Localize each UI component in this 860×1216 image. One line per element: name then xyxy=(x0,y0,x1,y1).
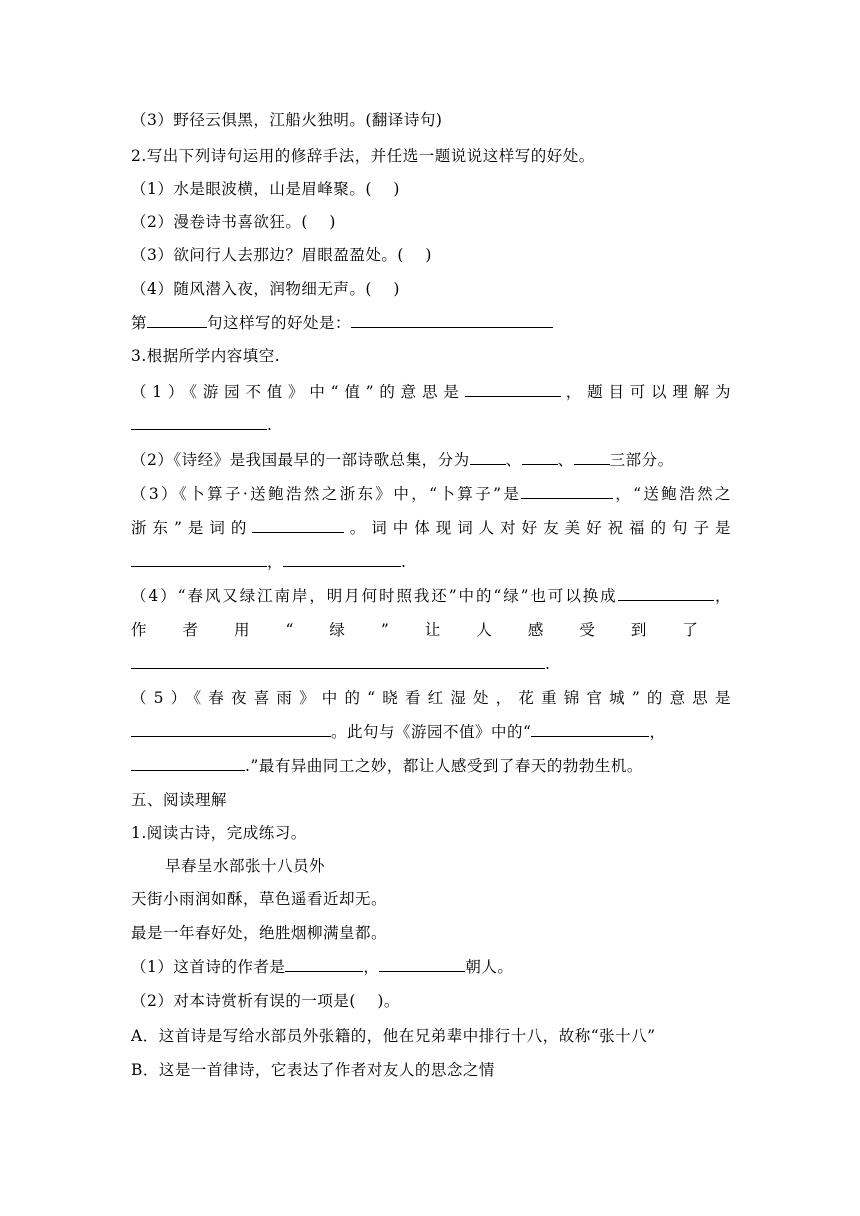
q2-item-3: （3）欲问行人去那边？眉眼盈盈处。( ) xyxy=(131,246,432,264)
blank-lv-replace[interactable] xyxy=(618,585,714,601)
poem-line-2: 最是一年春好处，绝胜烟柳满皇都。 xyxy=(131,924,388,942)
blank-shijing-part-2[interactable] xyxy=(522,449,558,465)
section5-title: 五、阅读理解 xyxy=(131,791,228,809)
q3-s5-line1 xyxy=(131,687,731,709)
blank-blessing-1[interactable] xyxy=(131,551,267,567)
blank-youyuan-line-2[interactable] xyxy=(131,755,245,771)
poem-title: 早春呈水部张十八员外 xyxy=(165,857,326,875)
q3-s3-line1 xyxy=(131,483,731,505)
section5-sub2: （2）对本诗赏析有误的一项是( )。 xyxy=(131,992,400,1010)
q3-s4-text-a: （4）“春风又绿江南岸，明月何时照我还”中的“绿”也可以换成 xyxy=(131,587,618,605)
blank-ci-part[interactable] xyxy=(252,517,344,533)
q3-s1-line1 xyxy=(131,381,731,403)
q3-title: 3.根据所学内容填空. xyxy=(131,347,281,365)
blank-zhi-meaning[interactable] xyxy=(465,381,561,397)
q3-s3-end: . xyxy=(401,553,407,571)
q3-s5-text-b: 。此句与《游园不值》中的“ xyxy=(331,723,532,741)
blank-busuanzi[interactable] xyxy=(521,483,613,499)
q2-item-1: （1）水是眼波横，山是眉峰聚。( ) xyxy=(131,180,400,198)
q2-title: 2.写出下列诗句运用的修辞手法，并任选一题说说这样写的好处。 xyxy=(131,147,595,165)
q3-s4-text-b: ， xyxy=(713,587,731,605)
sub1-text-a: （1）这首诗的作者是 xyxy=(131,958,286,976)
q3-s1-line2 xyxy=(131,414,731,436)
q3-s4-end: . xyxy=(545,655,551,673)
q3-s5-text-d: .”最有异曲同工之妙，都让人感受到了春天的勃勃生机。 xyxy=(245,757,643,775)
q-item-3-translate: （3）野径云俱黑，江船火独明。(翻译诗句) xyxy=(131,111,443,129)
blank-shijing-part-1[interactable] xyxy=(470,449,506,465)
blank-author[interactable] xyxy=(285,956,363,972)
option-a: A．这首诗是写给水部员外张籍的，他在兄弟辈中排行十八，故称“张十八” xyxy=(131,1027,656,1045)
q3-s5-text-c: ， xyxy=(649,723,666,741)
q3-s5-line2 xyxy=(131,721,731,743)
q2-answer-mid: 句这样写的好处是： xyxy=(207,314,352,332)
blank-lv-feeling[interactable] xyxy=(131,653,545,669)
q3-s1-end: . xyxy=(267,416,273,434)
blank-youyuan-line-1[interactable] xyxy=(531,721,649,737)
q3-s3-text-d: 。词中体现词人对好友美好祝福的句子是 xyxy=(344,519,731,537)
blank-poem-meaning[interactable] xyxy=(131,721,331,737)
q3-s3-sep: ， xyxy=(267,553,284,571)
q3-s3-text-b: ，“送鲍浩然之 xyxy=(613,485,731,503)
q3-s4-line2: 作者用“绿”让人感受到了 xyxy=(131,621,734,639)
q3-s3-text-c: 浙东”是词的 xyxy=(131,519,253,537)
q3-s2-sep2: 、 xyxy=(557,451,574,469)
q3-s3-text-a: （3）《卜算子·送鲍浩然之浙东》中，“卜算子”是 xyxy=(131,485,522,503)
section5-sub1 xyxy=(131,956,731,978)
blank-sentence-number[interactable] xyxy=(147,312,207,328)
blank-shijing-part-3[interactable] xyxy=(574,449,610,465)
sub1-text-c: 朝人。 xyxy=(465,958,514,976)
q2-item-4: （4）随风潜入夜，润物细无声。( ) xyxy=(131,280,400,298)
q3-s2-end: 三部分。 xyxy=(609,451,674,469)
sub1-text-b: ， xyxy=(363,958,380,976)
poem-line-1: 天街小雨润如酥，草色遥看近却无。 xyxy=(131,890,388,908)
blank-benefit[interactable] xyxy=(351,312,553,328)
q3-s4-line3 xyxy=(131,653,731,675)
q3-s2-text-a: （2）《诗经》是我国最早的一部诗歌总集，分为 xyxy=(131,451,470,469)
q2-answer-line xyxy=(131,312,731,334)
q2-item-2: （2）漫卷诗书喜欲狂。( ) xyxy=(131,213,336,231)
q3-s3-line3 xyxy=(131,551,731,573)
blank-title-meaning[interactable] xyxy=(131,414,267,430)
q3-s3-line2 xyxy=(131,517,731,539)
q3-s1-text-b: ，题目可以理解为 xyxy=(560,383,731,401)
q3-s5-line3 xyxy=(131,755,731,777)
option-b: B．这是一首律诗，它表达了作者对友人的思念之情 xyxy=(131,1061,495,1079)
q3-s4-line1 xyxy=(131,585,731,607)
q3-s5-text-a: （5）《春夜喜雨》中的“晓看红湿处，花重锦官城”的意思是 xyxy=(131,689,731,707)
q2-answer-prefix: 第 xyxy=(131,314,148,332)
blank-dynasty[interactable] xyxy=(379,956,465,972)
q3-s2-line xyxy=(131,449,731,471)
section5-q1-title: 1.阅读古诗，完成练习。 xyxy=(131,824,307,842)
q3-s2-sep1: 、 xyxy=(505,451,522,469)
q3-s1-text-a: （1）《游园不值》中“值”的意思是 xyxy=(131,383,465,401)
blank-blessing-2[interactable] xyxy=(283,551,401,567)
